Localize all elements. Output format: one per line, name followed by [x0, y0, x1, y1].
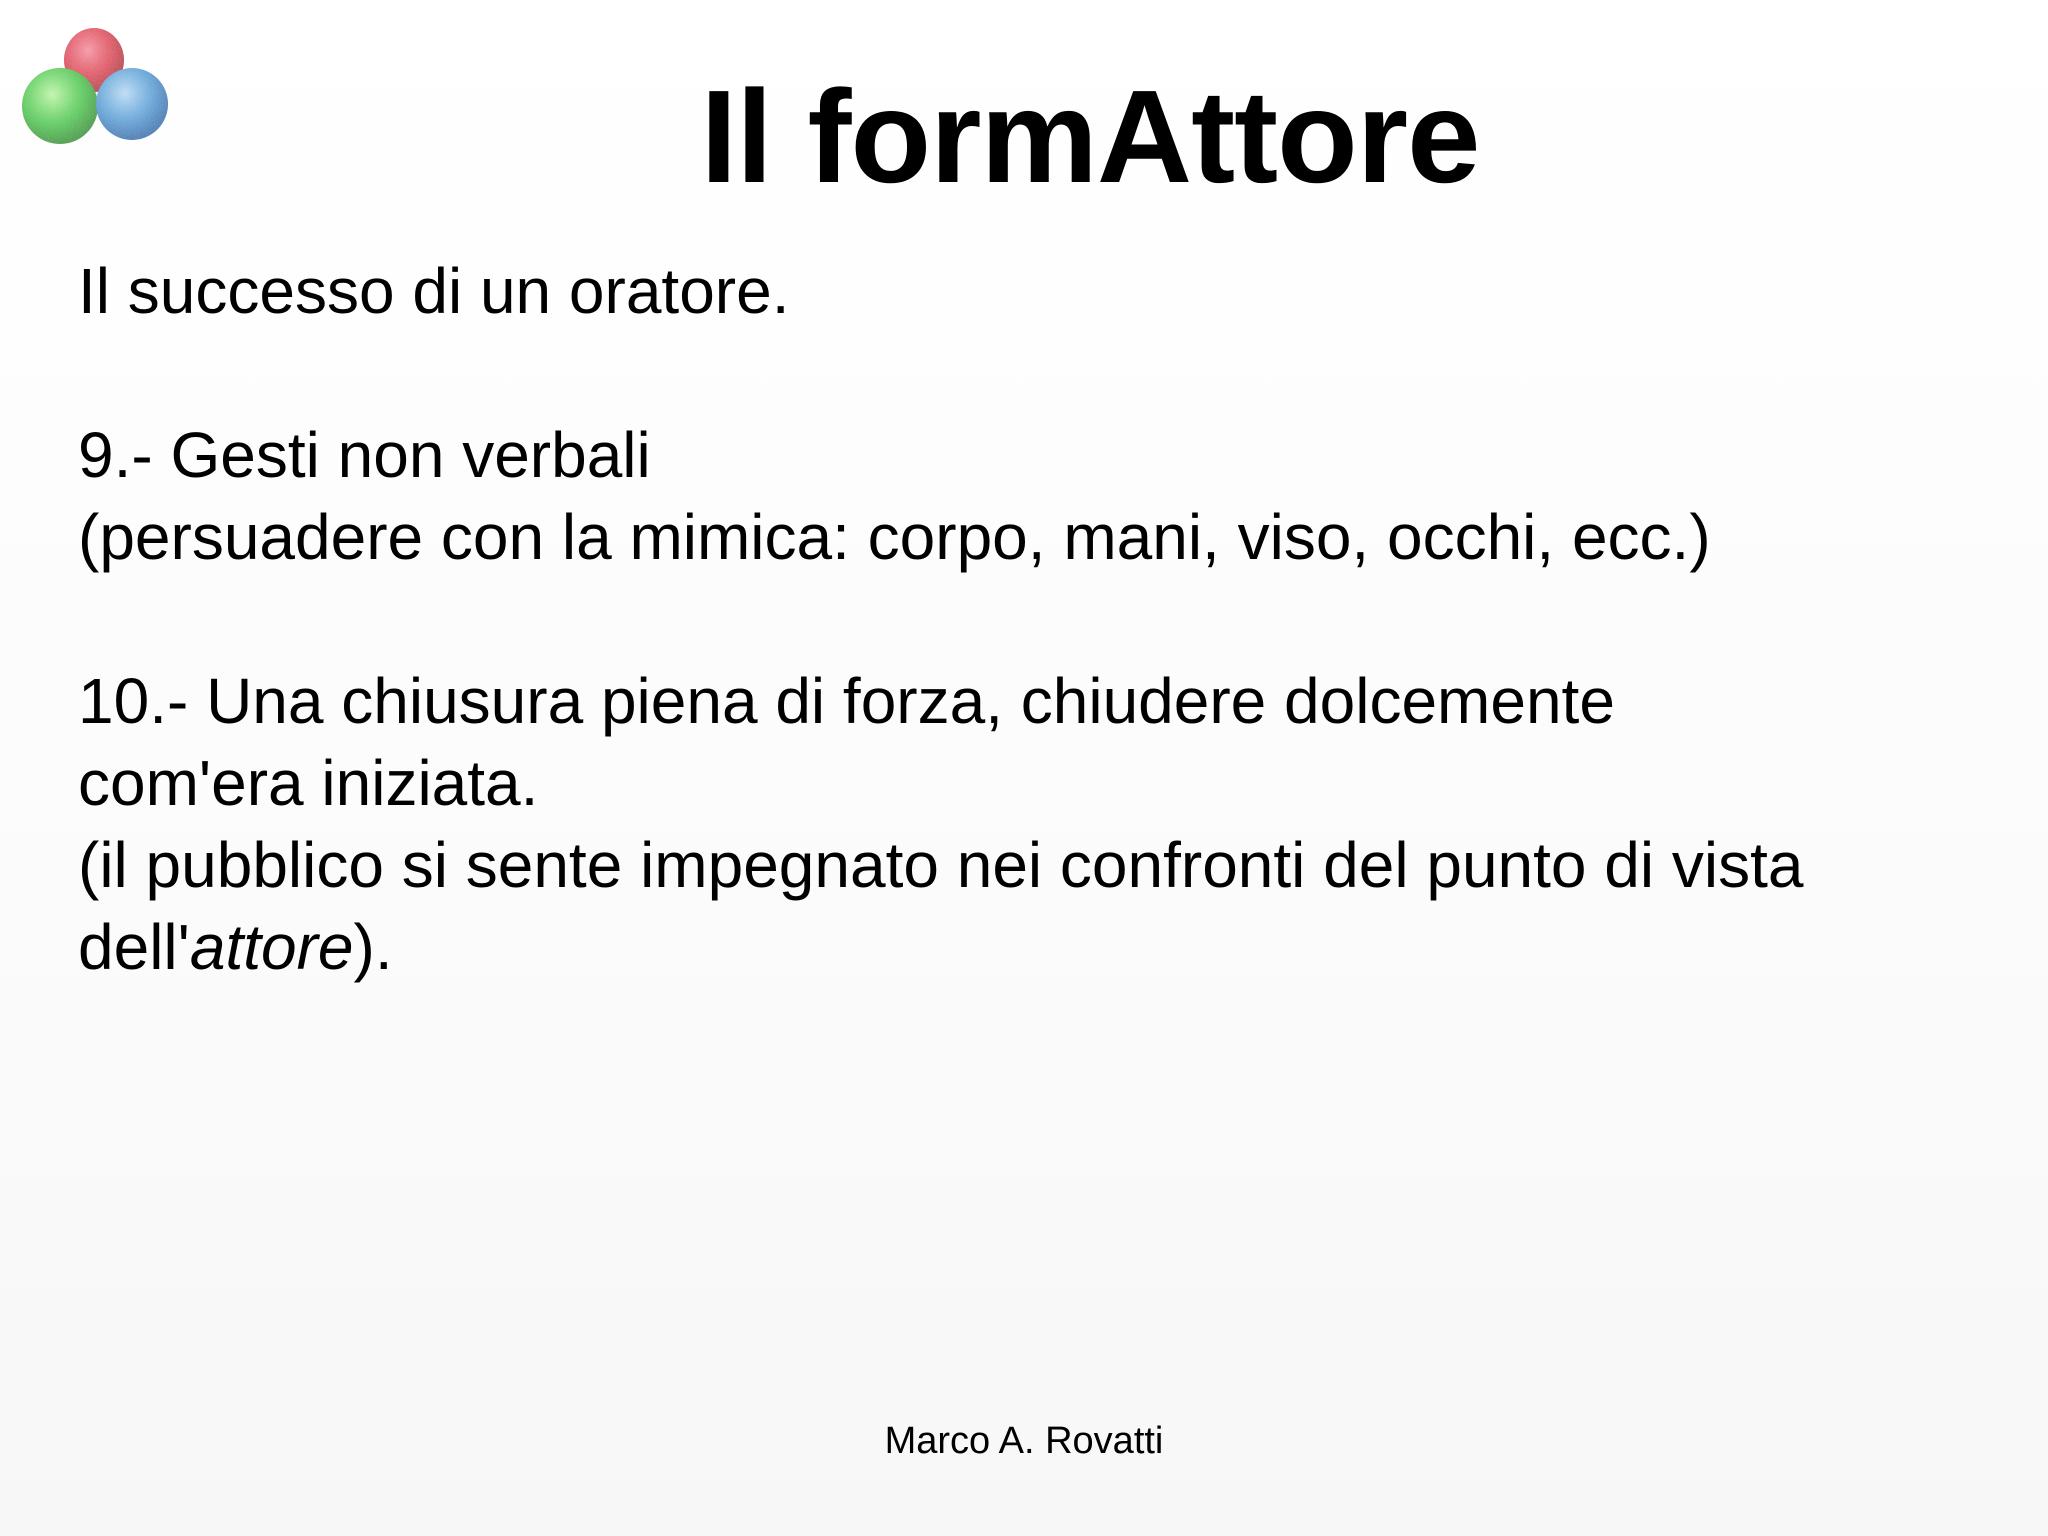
point-9-detail: (persuadere con la mimica: corpo, mani, viso, occhi, ecc.): [78, 501, 1711, 573]
intro-line: Il successo di un oratore.: [78, 255, 790, 327]
point-9-heading: 9.- Gesti non verbali: [78, 419, 651, 491]
point-10-heading-line-2: com'era iniziata.: [78, 747, 539, 819]
green-gumdrop-icon: [22, 68, 98, 144]
slide-title: Il formAttore: [700, 63, 1480, 210]
footer-author: Marco A. Rovatti: [884, 1420, 1164, 1462]
point-10-heading-line-1: 10.- Una chiusura piena di forza, chiudere dolcemente: [78, 665, 1615, 737]
detail-italic-word: attore: [189, 911, 354, 983]
point-10-detail-line-2: [78, 906, 1978, 988]
slide-body: [78, 250, 1978, 988]
gumdrops-logo-icon: [14, 24, 174, 154]
spacer: [78, 332, 1978, 414]
detail-suffix: ).: [353, 911, 393, 983]
detail-prefix: dell': [78, 911, 190, 983]
blue-gumdrop-icon: [96, 68, 168, 140]
point-10-detail-line-1: (il pubblico si sente impegnato nei confronti del punto di vista: [78, 829, 1804, 901]
spacer: [78, 578, 1978, 660]
